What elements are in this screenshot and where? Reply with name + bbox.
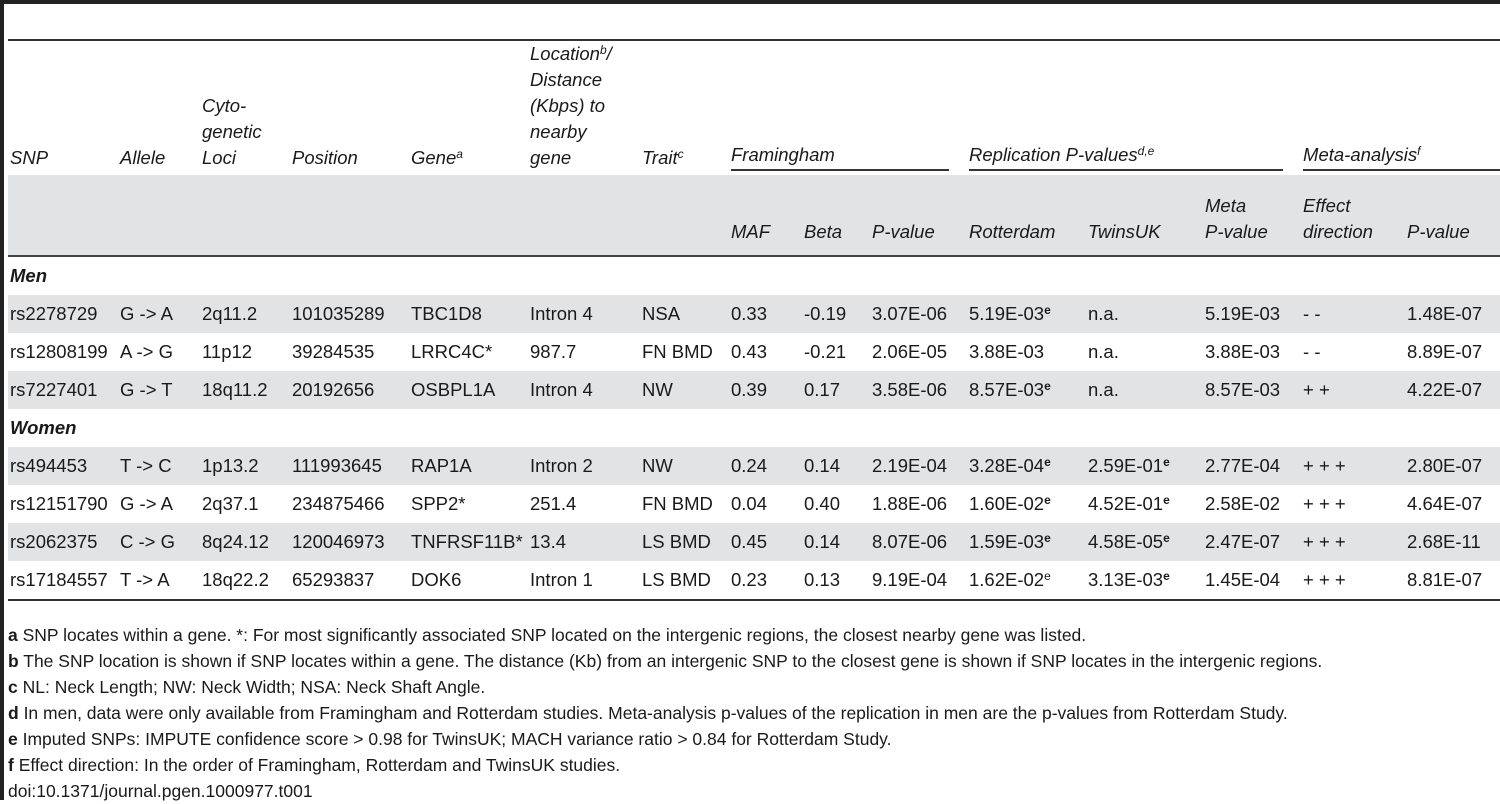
cell-position: 111993645 bbox=[292, 455, 382, 476]
cell-p: 3.07E-06 bbox=[872, 303, 948, 324]
section-label: Women bbox=[10, 417, 77, 438]
cell-trait: LS BMD bbox=[642, 531, 711, 552]
cell-snp: rs12151790 bbox=[10, 493, 108, 514]
left-border bbox=[0, 0, 4, 800]
cell-snp: rs2278729 bbox=[10, 303, 98, 324]
footnote-c: c NL: Neck Length; NW: Neck Width; NSA: Neck Shaft Angle. bbox=[8, 677, 486, 697]
cell-position: 39284535 bbox=[292, 341, 375, 362]
cell-rotterdam: 3.28E-04e bbox=[969, 455, 1051, 476]
cell-trait: NW bbox=[642, 455, 673, 476]
cell-twinsuk: 2.59E-01e bbox=[1088, 455, 1170, 476]
col-position: Position bbox=[292, 147, 358, 168]
cell-position: 120046973 bbox=[292, 531, 385, 552]
group-meta-analysis: Meta-analysis$^f$ bbox=[1301, 41, 1500, 175]
cell-snp: rs2062375 bbox=[10, 531, 98, 552]
cell-meta-pvalue: 2.80E-07 bbox=[1407, 455, 1483, 476]
cell-loci: 8q24.12 bbox=[202, 531, 269, 552]
footnote-e: e Imputed SNPs: IMPUTE confidence score > 0.98 for TwinsUK; MACH variance ratio > 0.84 for Rotterdam Study. bbox=[8, 729, 892, 749]
col-beta: Beta bbox=[804, 221, 843, 242]
footnotes bbox=[8, 622, 1498, 804]
cell-twinsuk: 3.13E-03e bbox=[1088, 569, 1170, 590]
cell-trait: NW bbox=[642, 379, 673, 400]
cell-trait: LS BMD bbox=[642, 569, 711, 590]
cell-effect: + + + bbox=[1303, 569, 1346, 590]
footnote-marker: e bbox=[1163, 455, 1170, 469]
footnote-marker: e bbox=[1044, 379, 1051, 393]
cell-p: 8.07E-06 bbox=[872, 531, 948, 552]
header-row-subcolumns bbox=[8, 175, 1500, 256]
cell-rotterdam: 3.88E-03 bbox=[969, 341, 1045, 362]
cell-maf: 0.43 bbox=[731, 341, 768, 362]
col-meta-pvalue: Meta P-value bbox=[1205, 195, 1268, 242]
cell-meta-p: 5.19E-03 bbox=[1205, 303, 1281, 324]
col-maf: MAF bbox=[731, 221, 771, 242]
col-location: Location$^b$/ Distance (Kbps) to nearby gene bbox=[530, 43, 612, 168]
cell-beta: 0.13 bbox=[804, 569, 841, 590]
cell-beta: 0.17 bbox=[804, 379, 841, 400]
cell-location: Intron 2 bbox=[530, 455, 593, 476]
table-row bbox=[8, 295, 1500, 333]
section-row bbox=[8, 409, 1500, 447]
cell-location: Intron 1 bbox=[530, 569, 593, 590]
cell-location: 251.4 bbox=[530, 493, 577, 514]
cell-beta: -0.19 bbox=[804, 303, 847, 324]
cell-location: Intron 4 bbox=[530, 303, 593, 324]
cell-snp: rs17184557 bbox=[10, 569, 108, 590]
col-pvalue: P-value bbox=[872, 221, 935, 242]
cell-allele: G -> T bbox=[120, 379, 173, 400]
cell-position: 101035289 bbox=[292, 303, 385, 324]
col-meta-analysis-pvalue: P-value bbox=[1407, 221, 1470, 242]
cell-allele: C -> G bbox=[120, 531, 175, 552]
section-label: Men bbox=[10, 265, 47, 286]
cell-beta: 0.40 bbox=[804, 493, 841, 514]
col-gene: Gene$^a$ bbox=[411, 147, 463, 168]
table-row bbox=[8, 561, 1500, 600]
cell-rotterdam: 5.19E-03e bbox=[969, 303, 1051, 324]
cell-allele: T -> C bbox=[120, 455, 172, 476]
footnote-marker: e bbox=[1163, 493, 1170, 507]
cell-rotterdam: 1.60E-02e bbox=[969, 493, 1051, 514]
cell-beta: 0.14 bbox=[804, 455, 841, 476]
cell-maf: 0.04 bbox=[731, 493, 768, 514]
cell-location: 13.4 bbox=[530, 531, 567, 552]
cell-loci: 11p12 bbox=[202, 341, 253, 362]
cell-loci: 2q37.1 bbox=[202, 493, 259, 514]
cell-snp: rs7227401 bbox=[10, 379, 98, 400]
col-cyto-loci: Cyto- genetic Loci bbox=[202, 95, 262, 168]
snp-results-table bbox=[8, 41, 1500, 601]
cell-snp: rs12808199 bbox=[10, 341, 108, 362]
cell-rotterdam: 8.57E-03e bbox=[969, 379, 1051, 400]
cell-twinsuk: 4.52E-01e bbox=[1088, 493, 1170, 514]
cell-location: Intron 4 bbox=[530, 379, 593, 400]
cell-maf: 0.33 bbox=[731, 303, 768, 324]
cell-meta-p: 2.47E-07 bbox=[1205, 531, 1281, 552]
cell-loci: 18q11.2 bbox=[202, 379, 268, 400]
col-rotterdam: Rotterdam bbox=[969, 221, 1056, 242]
cell-snp: rs494453 bbox=[10, 455, 88, 476]
cell-trait: FN BMD bbox=[642, 341, 713, 362]
cell-meta-pvalue: 8.89E-07 bbox=[1407, 341, 1483, 362]
cell-twinsuk: 4.58E-05e bbox=[1088, 531, 1170, 552]
cell-p: 3.58E-06 bbox=[872, 379, 948, 400]
cell-meta-pvalue: 4.64E-07 bbox=[1407, 493, 1483, 514]
cell-effect: - - bbox=[1303, 341, 1321, 362]
cell-maf: 0.24 bbox=[731, 455, 768, 476]
footnote-marker: e bbox=[1163, 569, 1170, 583]
header-row-groups bbox=[8, 41, 1500, 175]
cell-allele: T -> A bbox=[120, 569, 170, 590]
cell-beta: 0.14 bbox=[804, 531, 841, 552]
cell-gene: RAP1A bbox=[411, 455, 472, 476]
col-snp: SNP bbox=[10, 147, 49, 168]
table-row bbox=[8, 485, 1500, 523]
footnote-marker: e bbox=[1044, 493, 1051, 507]
col-allele: Allele bbox=[120, 147, 166, 168]
footnote-marker: e bbox=[1044, 303, 1051, 317]
cell-gene: DOK6 bbox=[411, 569, 462, 590]
table-row bbox=[8, 523, 1500, 561]
footnote-f: f Effect direction: In the order of Framingham, Rotterdam and TwinsUK studies. bbox=[8, 755, 621, 775]
cell-maf: 0.45 bbox=[731, 531, 768, 552]
cell-rotterdam: 1.62E-02e bbox=[969, 569, 1051, 590]
footnote-marker: e bbox=[1044, 569, 1051, 583]
table-row bbox=[8, 447, 1500, 485]
cell-location: 987.7 bbox=[530, 341, 577, 362]
section-row bbox=[8, 256, 1500, 295]
cell-twinsuk: n.a. bbox=[1088, 303, 1119, 324]
cell-gene: LRRC4C* bbox=[411, 341, 493, 362]
cell-meta-pvalue: 1.48E-07 bbox=[1407, 303, 1483, 324]
cell-effect: + + + bbox=[1303, 455, 1346, 476]
cell-meta-pvalue: 8.81E-07 bbox=[1407, 569, 1483, 590]
cell-allele: G -> A bbox=[120, 303, 173, 324]
cell-meta-pvalue: 2.68E-11 bbox=[1407, 531, 1481, 552]
cell-p: 1.88E-06 bbox=[872, 493, 948, 514]
doi-line: doi:10.1371/journal.pgen.1000977.t001 bbox=[8, 781, 313, 801]
cell-gene: SPP2* bbox=[411, 493, 466, 514]
cell-loci: 2q11.2 bbox=[202, 303, 258, 324]
cell-allele: G -> A bbox=[120, 493, 173, 514]
cell-p: 2.06E-05 bbox=[872, 341, 948, 362]
footnote-a: a SNP locates within a gene. *: For most significantly associated SNP located on the intergenic regions, the closest nearby gene was listed. bbox=[8, 625, 1087, 645]
cell-position: 65293837 bbox=[292, 569, 375, 590]
cell-position: 234875466 bbox=[292, 493, 385, 514]
cell-meta-p: 2.58E-02 bbox=[1205, 493, 1281, 514]
cell-p: 2.19E-04 bbox=[872, 455, 948, 476]
cell-gene: TBC1D8 bbox=[411, 303, 482, 324]
cell-gene: OSBPL1A bbox=[411, 379, 496, 400]
cell-beta: -0.21 bbox=[804, 341, 847, 362]
cell-effect: + + + bbox=[1303, 493, 1346, 514]
cell-twinsuk: n.a. bbox=[1088, 379, 1119, 400]
group-replication: Replication P-values$^{d,e}$ bbox=[967, 41, 1301, 175]
footnote-b: b The SNP location is shown if SNP locates within a gene. The distance (Kb) from an intergenic SNP to the closest gene is shown if SNP locates in the intergenic regions. bbox=[8, 651, 1323, 671]
footnote-marker: e bbox=[1163, 531, 1170, 545]
cell-meta-pvalue: 4.22E-07 bbox=[1407, 379, 1483, 400]
cell-meta-p: 1.45E-04 bbox=[1205, 569, 1281, 590]
table-body bbox=[8, 256, 1500, 600]
cell-allele: A -> G bbox=[120, 341, 173, 362]
col-effect-direction: Effect direction bbox=[1303, 195, 1373, 242]
table-row bbox=[8, 371, 1500, 409]
col-twinsuk: TwinsUK bbox=[1088, 221, 1161, 242]
cell-trait: FN BMD bbox=[642, 493, 713, 514]
cell-maf: 0.39 bbox=[731, 379, 768, 400]
cell-p: 9.19E-04 bbox=[872, 569, 948, 590]
top-border bbox=[0, 0, 1500, 4]
cell-effect: + + + bbox=[1303, 531, 1346, 552]
cell-meta-p: 2.77E-04 bbox=[1205, 455, 1281, 476]
table-row bbox=[8, 333, 1500, 371]
group-framingham: Framingham bbox=[729, 41, 967, 175]
footnote-marker: e bbox=[1044, 455, 1051, 469]
footnote-d: d In men, data were only available from Framingham and Rotterdam studies. Meta-analysis p-values of the replication in men are the p-values from Rotterdam Study. bbox=[8, 703, 1288, 723]
cell-gene: TNFRSF11B* bbox=[411, 531, 523, 552]
cell-effect: + + bbox=[1303, 379, 1330, 400]
cell-maf: 0.23 bbox=[731, 569, 768, 590]
col-trait: Trait$^c$ bbox=[642, 147, 684, 168]
cell-position: 20192656 bbox=[292, 379, 375, 400]
cell-meta-p: 8.57E-03 bbox=[1205, 379, 1281, 400]
cell-effect: - - bbox=[1303, 303, 1321, 324]
cell-rotterdam: 1.59E-03e bbox=[969, 531, 1051, 552]
cell-loci: 1p13.2 bbox=[202, 455, 259, 476]
footnote-marker: e bbox=[1044, 531, 1051, 545]
cell-loci: 18q22.2 bbox=[202, 569, 269, 590]
cell-twinsuk: n.a. bbox=[1088, 341, 1119, 362]
cell-trait: NSA bbox=[642, 303, 681, 324]
cell-meta-p: 3.88E-03 bbox=[1205, 341, 1281, 362]
